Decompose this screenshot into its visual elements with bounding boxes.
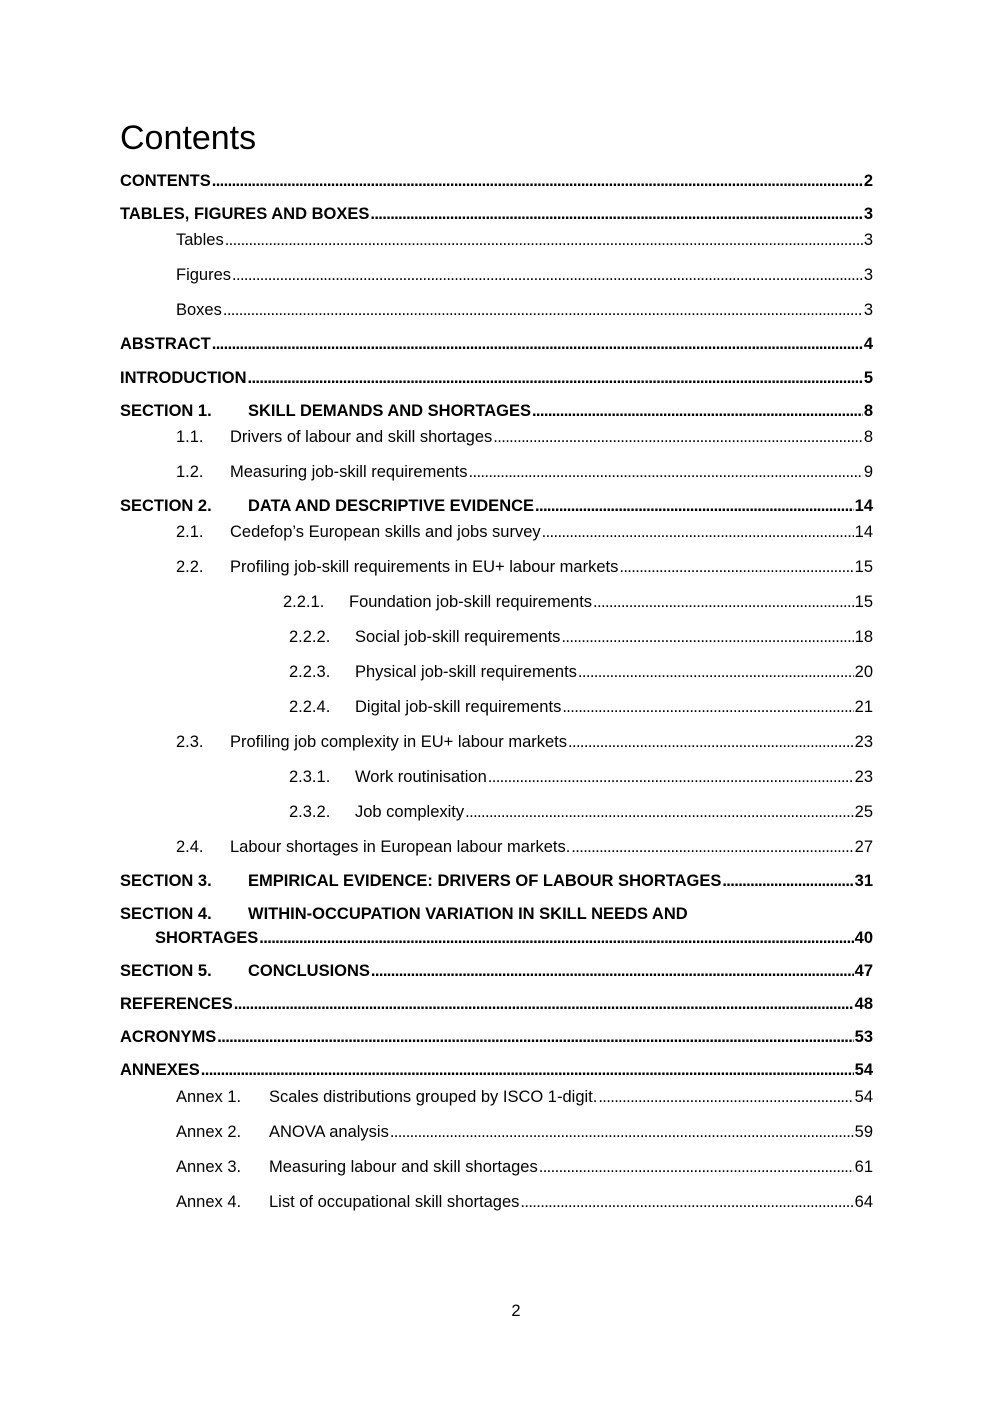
toc-entry-page: 40 <box>854 929 873 947</box>
toc-entry-page: 14 <box>854 523 873 541</box>
toc-entry-page: 15 <box>854 558 873 576</box>
dot-leader <box>217 1026 853 1048</box>
toc-entry-number: SECTION 2. <box>120 497 212 515</box>
toc-entry[interactable] <box>176 1156 873 1178</box>
toc-entry-page: 53 <box>854 1028 873 1046</box>
toc-entry-page: 3 <box>863 301 873 319</box>
toc-entry-title: ANNEXES <box>120 1061 200 1079</box>
toc-entry-number: 2.2.2. <box>289 628 331 646</box>
dot-leader <box>212 333 863 355</box>
dot-leader <box>593 591 854 613</box>
toc-entry-page: 5 <box>863 369 873 387</box>
toc-entry-page: 2 <box>863 172 873 190</box>
dot-leader <box>571 836 853 858</box>
dot-leader <box>568 731 854 753</box>
toc-entry-number: 2.3. <box>176 733 204 751</box>
toc-entry-title: Figures <box>176 266 232 284</box>
dot-leader <box>542 521 854 543</box>
toc-entry-page: 23 <box>854 768 873 786</box>
toc-entry-number: SECTION 4. <box>120 905 212 923</box>
toc-entry-title: Scales distributions grouped by ISCO 1-digit. <box>269 1088 598 1106</box>
toc-entry[interactable] <box>176 521 873 543</box>
toc-entry-page: 61 <box>854 1158 873 1176</box>
toc-entry-title: List of occupational skill shortages <box>269 1193 520 1211</box>
toc-entry-number: SECTION 1. <box>120 402 212 420</box>
toc-entry-number: SECTION 5. <box>120 962 212 980</box>
toc-entry-number: 1.2. <box>176 463 204 481</box>
toc-entry-title: REFERENCES <box>120 995 233 1013</box>
dot-leader <box>469 461 863 483</box>
toc-entry[interactable] <box>176 1191 873 1213</box>
dot-leader <box>722 870 853 892</box>
toc-entry-title-continued: SHORTAGES <box>155 929 259 947</box>
toc-entry-number: 2.2. <box>176 558 204 576</box>
toc-entry-title: Digital job-skill requirements <box>355 698 562 716</box>
toc-entry[interactable] <box>120 495 873 517</box>
toc-entry-number: 2.1. <box>176 523 204 541</box>
toc-entry-page: 8 <box>863 428 873 446</box>
toc-entry-page: 59 <box>854 1123 873 1141</box>
toc-entry-title: TABLES, FIGURES AND BOXES <box>120 205 370 223</box>
toc-entry[interactable] <box>176 229 873 251</box>
toc-entry[interactable] <box>120 960 873 982</box>
toc-entry-page: 54 <box>854 1088 873 1106</box>
toc-entry[interactable] <box>120 870 873 892</box>
dot-leader <box>371 960 854 982</box>
toc-entry[interactable] <box>176 426 873 448</box>
toc-entry-page: 25 <box>854 803 873 821</box>
toc-entry[interactable] <box>289 661 873 683</box>
page-title: Contents <box>120 119 257 157</box>
dot-leader <box>532 400 863 422</box>
toc-entry-title: Labour shortages in European labour markets. <box>230 838 571 856</box>
toc-entry[interactable] <box>120 170 873 192</box>
toc-entry[interactable] <box>289 801 873 823</box>
dot-leader <box>223 299 863 321</box>
toc-entry[interactable] <box>176 1121 873 1143</box>
toc-entry-number: 2.4. <box>176 838 204 856</box>
toc-entry-number: 2.3.2. <box>289 803 331 821</box>
dot-leader <box>493 426 863 448</box>
toc-entry-title: EMPIRICAL EVIDENCE: DRIVERS OF LABOUR SHORTAGES <box>248 872 722 890</box>
toc-entry-number: 2.2.4. <box>289 698 331 716</box>
dot-leader <box>520 1191 853 1213</box>
toc-entry-title: Job complexity <box>355 803 465 821</box>
toc-entry-page: 14 <box>854 497 873 515</box>
toc-entry-number: Annex 2. <box>176 1123 242 1141</box>
toc-entry[interactable] <box>120 203 873 225</box>
toc-entry-title: Work routinisation <box>355 768 487 786</box>
dot-leader <box>234 993 854 1015</box>
toc-entry-page: 21 <box>854 698 873 716</box>
dot-leader <box>248 367 863 389</box>
toc-entry[interactable] <box>176 264 873 286</box>
toc-entry[interactable] <box>176 299 873 321</box>
dot-leader <box>225 229 863 251</box>
toc-entry[interactable] <box>120 333 873 355</box>
toc-entry-title: ACRONYMS <box>120 1028 217 1046</box>
toc-entry-page: 9 <box>863 463 873 481</box>
toc-entry-number: Annex 4. <box>176 1193 242 1211</box>
toc-entry-page: 27 <box>854 838 873 856</box>
toc-entry-number: 1.1. <box>176 428 204 446</box>
toc-entry-title: Boxes <box>176 301 222 319</box>
toc-entry-page: 3 <box>863 266 873 284</box>
toc-entry-title: Social job-skill requirements <box>355 628 561 646</box>
dot-leader <box>598 1086 853 1108</box>
toc-entry[interactable] <box>289 696 873 718</box>
toc-entry-number: Annex 1. <box>176 1088 242 1106</box>
dot-leader <box>539 1156 854 1178</box>
toc-entry-page: 20 <box>854 663 873 681</box>
toc-entry-title: CONCLUSIONS <box>248 962 370 980</box>
toc-entry-title: Profiling job complexity in EU+ labour markets <box>230 733 568 751</box>
dot-leader <box>578 661 854 683</box>
toc-entry-title: Tables <box>176 231 224 249</box>
toc-entry-title: Drivers of labour and skill shortages <box>230 428 493 446</box>
dot-leader <box>259 927 853 949</box>
dot-leader <box>465 801 854 823</box>
toc-entry-page: 48 <box>854 995 873 1013</box>
toc-entry-page: 15 <box>854 593 873 611</box>
dot-leader <box>619 556 853 578</box>
toc-entry-title: ANOVA analysis <box>269 1123 389 1141</box>
toc-entry[interactable] <box>120 993 873 1015</box>
toc-entry-number: SECTION 3. <box>120 872 212 890</box>
toc-entry-title: WITHIN-OCCUPATION VARIATION IN SKILL NEEDS AND <box>248 905 688 923</box>
page-number: 2 <box>511 1302 521 1320</box>
toc-entry-title: Physical job-skill requirements <box>355 663 577 681</box>
toc-entry-title: Measuring labour and skill shortages <box>269 1158 538 1176</box>
toc-entry-page: 3 <box>863 231 873 249</box>
toc-entry-number: 2.2.1. <box>283 593 325 611</box>
toc-entry-title: Measuring job-skill requirements <box>230 463 468 481</box>
toc-entry[interactable] <box>120 1026 873 1048</box>
toc-entry[interactable] <box>176 731 873 753</box>
dot-leader <box>535 495 854 517</box>
dot-leader <box>562 696 853 718</box>
toc-entry-title: CONTENTS <box>120 172 211 190</box>
toc-entry-title: DATA AND DESCRIPTIVE EVIDENCE <box>248 497 535 515</box>
toc-entry-page: 23 <box>854 733 873 751</box>
toc-entry-page: 54 <box>854 1061 873 1079</box>
toc-entry-title: ABSTRACT <box>120 335 211 353</box>
toc-entry[interactable] <box>176 836 873 858</box>
toc-entry-title: Profiling job-skill requirements in EU+ labour markets <box>230 558 619 576</box>
toc-entry-page: 64 <box>854 1193 873 1211</box>
toc-entry-number: Annex 3. <box>176 1158 242 1176</box>
dot-leader <box>561 626 853 648</box>
toc-entry[interactable] <box>289 766 873 788</box>
toc-entry[interactable] <box>283 591 873 613</box>
toc-entry[interactable] <box>120 400 873 422</box>
toc-entry[interactable] <box>289 626 873 648</box>
dot-leader <box>488 766 854 788</box>
toc-entry-page: 31 <box>854 872 873 890</box>
toc-entry-title: Foundation job-skill requirements <box>349 593 593 611</box>
toc-entry[interactable] <box>120 367 873 389</box>
toc-entry-title: INTRODUCTION <box>120 369 247 387</box>
toc-entry-page: 47 <box>854 962 873 980</box>
toc-entry[interactable] <box>120 1059 873 1081</box>
toc-entry[interactable] <box>176 461 873 483</box>
toc-entry-page: 4 <box>863 335 873 353</box>
dot-leader <box>232 264 863 286</box>
toc-entry-page: 8 <box>863 402 873 420</box>
toc-entry-number: 2.3.1. <box>289 768 331 786</box>
toc-entry-title: SKILL DEMANDS AND SHORTAGES <box>248 402 531 420</box>
toc-entry-page: 18 <box>854 628 873 646</box>
toc-entry-page: 3 <box>863 205 873 223</box>
toc-entry-number: 2.2.3. <box>289 663 331 681</box>
toc-entry[interactable] <box>176 556 873 578</box>
dot-leader <box>201 1059 854 1081</box>
dot-leader <box>370 203 862 225</box>
toc-entry[interactable] <box>176 1086 873 1108</box>
dot-leader <box>212 170 863 192</box>
toc-entry[interactable] <box>120 903 873 949</box>
dot-leader <box>390 1121 854 1143</box>
toc-entry-title: Cedefop’s European skills and jobs survey <box>230 523 541 541</box>
